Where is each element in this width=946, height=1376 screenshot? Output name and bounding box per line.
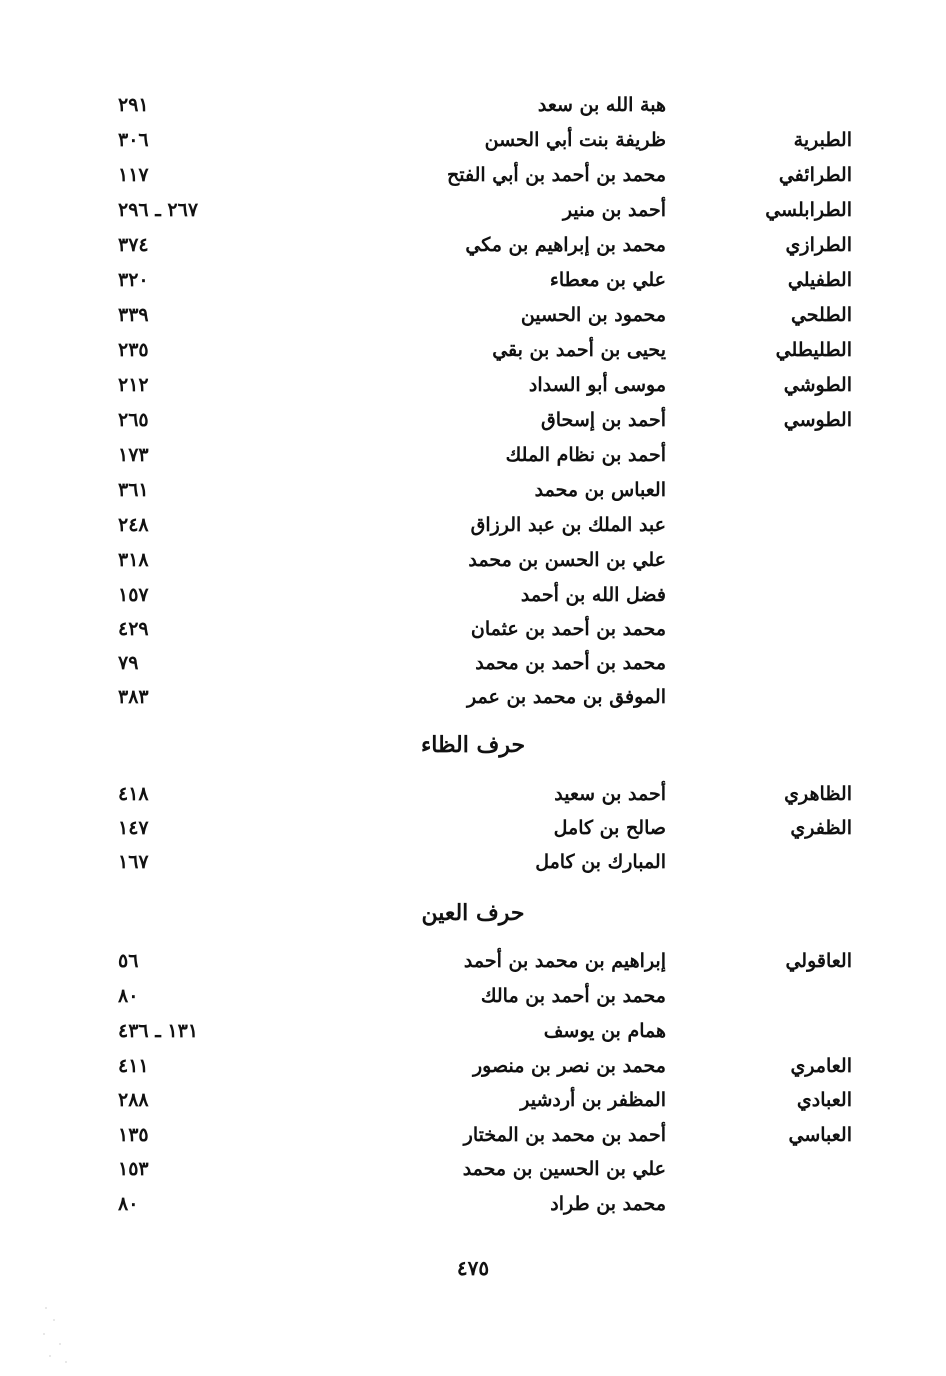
entry-name: علي بن معطاء xyxy=(549,269,666,291)
entry-nisba: الظاهري xyxy=(784,783,852,805)
entry-pages: ٢٣٥ xyxy=(118,339,149,361)
entry-name: أحمد بن محمد بن المختار xyxy=(463,1124,666,1146)
entry-nisba: الطبرية xyxy=(793,129,852,151)
index-entry xyxy=(100,409,860,443)
entry-name: محمد بن أحمد بن عثمان xyxy=(470,618,666,640)
index-entry xyxy=(100,950,860,984)
entry-name: علي بن الحسين بن محمد xyxy=(462,1158,666,1180)
index-entry xyxy=(100,618,860,652)
entry-name: محمد بن أحمد بن محمد xyxy=(475,652,666,674)
entry-pages: ٣١٨ xyxy=(118,549,149,571)
index-entry xyxy=(100,444,860,478)
entry-pages: ١٥٣ xyxy=(118,1158,149,1180)
index-entry xyxy=(100,652,860,686)
index-entry xyxy=(100,686,860,720)
entry-name: إبراهيم بن محمد بن أحمد xyxy=(463,950,666,972)
entry-pages: ٥٦ xyxy=(118,950,139,972)
index-entry xyxy=(100,851,860,885)
index-entry xyxy=(100,783,860,817)
index-entry xyxy=(100,269,860,303)
entry-name: فضل الله بن أحمد xyxy=(520,584,666,606)
index-entry xyxy=(100,234,860,268)
index-entry xyxy=(100,549,860,583)
page-number: ٤٧٥ xyxy=(456,1256,490,1280)
entry-nisba: الطلحي xyxy=(790,304,852,326)
entry-pages: ٣٣٩ xyxy=(118,304,149,326)
entry-nisba: الطفيلي xyxy=(787,269,852,291)
index-entry xyxy=(100,1193,860,1227)
entry-pages: ٨٠ xyxy=(118,985,139,1007)
entry-nisba: العبادي xyxy=(796,1089,852,1111)
entry-pages: ٤١٨ xyxy=(118,783,149,805)
entry-pages: ١٥٧ xyxy=(118,584,149,606)
entry-name: محمد بن نصر بن منصور xyxy=(473,1055,666,1077)
entry-pages: ٤٢٩ xyxy=(118,618,149,640)
entry-name: محمد بن أحمد بن أبي الفتح xyxy=(446,164,666,186)
entry-name: العباس بن محمد xyxy=(534,479,666,501)
index-entry xyxy=(100,985,860,1019)
entry-nisba: العاقولي xyxy=(785,950,852,972)
index-entry xyxy=(100,514,860,548)
entry-pages: ٨٠ xyxy=(118,1193,139,1215)
index-entry xyxy=(100,304,860,338)
entry-name: أحمد بن منير xyxy=(562,199,666,221)
entry-name: موسى أبو السداد xyxy=(528,374,666,396)
index-entry xyxy=(100,374,860,408)
entry-pages: ١٧٣ xyxy=(118,444,149,466)
entry-pages: ٤١١ xyxy=(118,1055,149,1077)
index-entry xyxy=(100,584,860,618)
entry-pages: ٢٤٨ xyxy=(118,514,149,536)
index-entry xyxy=(100,479,860,513)
entry-name: الموفق بن محمد بن عمر xyxy=(467,686,666,708)
entry-name: هبة الله بن سعد xyxy=(537,94,666,116)
index-entry xyxy=(100,339,860,373)
entry-nisba: العباسي xyxy=(788,1124,852,1146)
entry-pages: ١٦٧ xyxy=(118,851,149,873)
entry-name: ظريفة بنت أبي الحسن xyxy=(484,129,666,151)
entry-nisba: الطليطلي xyxy=(775,339,852,361)
index-entry xyxy=(100,1158,860,1192)
entry-name: المظفر بن أردشير xyxy=(520,1089,666,1111)
scan-noise xyxy=(40,1300,80,1370)
entry-name: أحمد بن نظام الملك xyxy=(505,444,666,466)
entry-name: محمد بن طراد xyxy=(550,1193,666,1215)
index-entry xyxy=(100,817,860,851)
entry-name: همام بن يوسف xyxy=(543,1020,666,1042)
entry-name: أحمد بن إسحاق xyxy=(541,409,666,431)
entry-nisba: الطوسي xyxy=(783,409,852,431)
index-entry xyxy=(100,1089,860,1123)
entry-pages: ١٣٥ xyxy=(118,1124,149,1146)
index-entry xyxy=(100,129,860,163)
index-entry xyxy=(100,199,860,233)
entry-pages: ٢٦٧ ـ ٢٩٦ xyxy=(118,199,199,221)
entry-name: محمد بن أحمد بن مالك xyxy=(480,985,666,1007)
entry-pages: ٣٧٤ xyxy=(118,234,149,256)
entry-pages: ١٤٧ xyxy=(118,817,149,839)
entry-name: عبد الملك بن عبد الرزاق xyxy=(470,514,666,536)
entry-pages: ٣٠٦ xyxy=(118,129,149,151)
section-heading: حرف العين xyxy=(421,900,525,926)
entry-pages: ٣٨٣ xyxy=(118,686,149,708)
index-entry xyxy=(100,94,860,128)
entry-pages: ٢٨٨ xyxy=(118,1089,149,1111)
entry-pages: ٢٦٥ xyxy=(118,409,149,431)
section-heading: حرف الظاء xyxy=(420,732,526,758)
entry-name: صالح بن كامل xyxy=(553,817,666,839)
entry-nisba: الطرازي xyxy=(785,234,852,256)
entry-name: أحمد بن سعيد xyxy=(554,783,666,805)
entry-name: محمود بن الحسين xyxy=(520,304,666,326)
entry-pages: ١١٧ xyxy=(118,164,149,186)
entry-name: يحيى بن أحمد بن بقي xyxy=(492,339,666,361)
entry-nisba: الظفري xyxy=(790,817,852,839)
index-entry xyxy=(100,1124,860,1158)
entry-nisba: الطرائفي xyxy=(778,164,852,186)
entry-name: المبارك بن كامل xyxy=(535,851,666,873)
entry-pages: ٧٩ xyxy=(118,652,139,674)
index-entry xyxy=(100,1055,860,1089)
entry-name: علي بن الحسن بن محمد xyxy=(468,549,666,571)
entry-name: محمد بن إبراهيم بن مكي xyxy=(465,234,666,256)
entry-pages: ٣٢٠ xyxy=(118,269,149,291)
index-entry xyxy=(100,1020,860,1054)
index-entry xyxy=(100,164,860,198)
entry-nisba: الطرابلسي xyxy=(765,199,852,221)
entry-nisba: العامري xyxy=(790,1055,852,1077)
entry-pages: ٣٦١ xyxy=(118,479,149,501)
entry-pages: ٢١٢ xyxy=(118,374,149,396)
entry-pages: ١٣١ ـ ٤٣٦ xyxy=(118,1020,199,1042)
entry-pages: ٢٩١ xyxy=(118,94,149,116)
entry-nisba: الطوشي xyxy=(783,374,852,396)
